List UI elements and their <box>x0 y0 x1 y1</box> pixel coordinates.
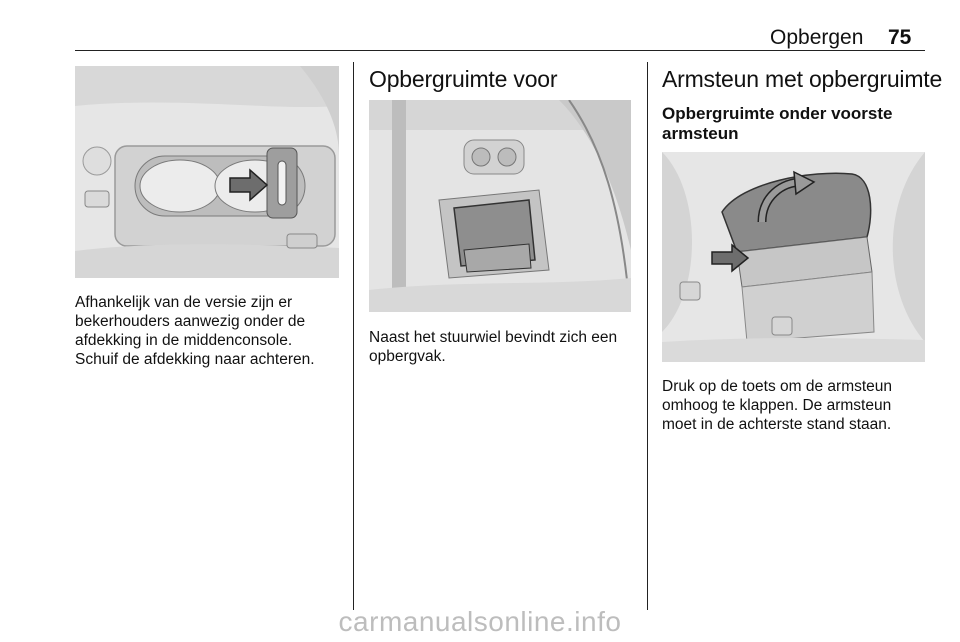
cupholder-illustration <box>75 66 339 278</box>
storage-compartment-illustration <box>369 100 631 312</box>
page-number: 75 <box>888 26 912 49</box>
column-divider-right <box>647 62 648 610</box>
storage-front-heading: Opbergruimte voor <box>369 66 558 92</box>
watermark: carmanualsonline.info <box>338 606 622 637</box>
cupholder-description: Afhankelijk van de versie zijn er bekerhouders aanwezig onder de afdekking in de middenconsole. Schuif de afdekking naar achteren. <box>75 294 315 368</box>
armrest-illustration <box>662 152 925 362</box>
header-divider <box>75 50 925 51</box>
armrest-storage-subheading: Opbergruimte onder voorste armsteun <box>662 104 893 143</box>
armrest-storage-description: Druk op de toets om de armsteun omhoog te klappen. De armsteun moet in de achterste stand staan. <box>662 378 893 433</box>
section-title: Opbergen <box>770 26 864 49</box>
armrest-storage-heading: Armsteun met opbergruimte <box>662 66 943 92</box>
storage-front-description: Naast het stuurwiel bevindt zich een opbergvak. <box>369 329 618 365</box>
column-divider-left <box>353 62 354 610</box>
